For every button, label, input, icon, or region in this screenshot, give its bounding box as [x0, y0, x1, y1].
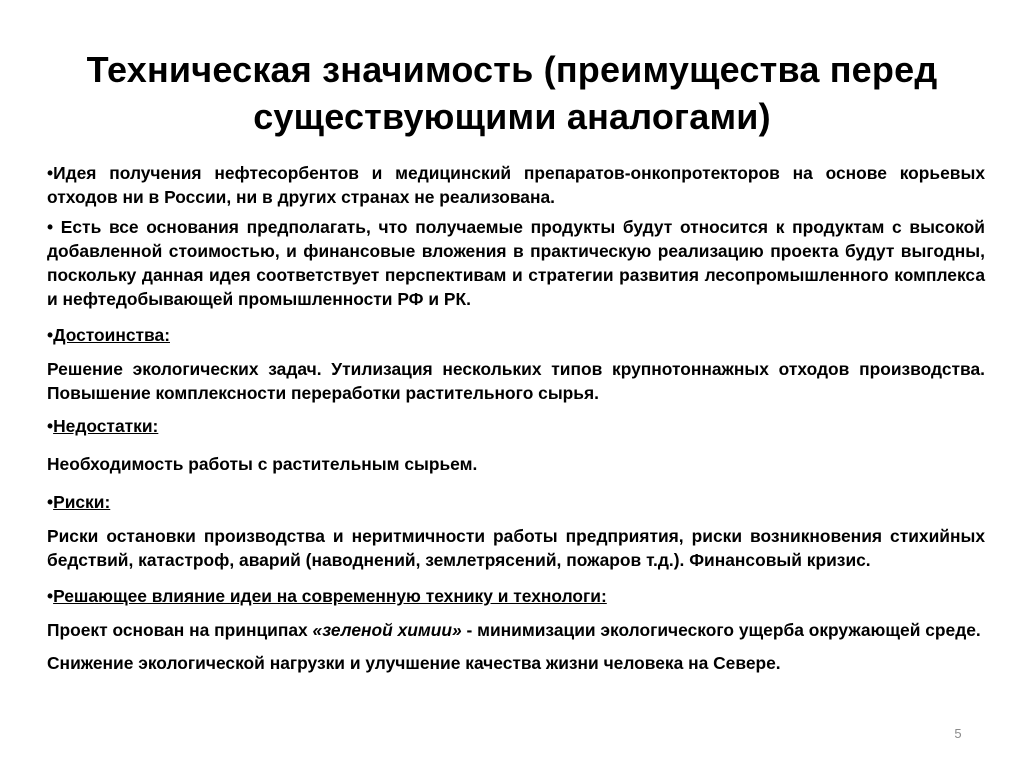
bullet-marker: •: [47, 586, 54, 606]
slide-body: [47, 161, 985, 675]
bullet-marker: •: [47, 217, 54, 237]
advantages-text: Решение экологических задач. Утилизация нескольких типов крупнотоннажных отходов производства. Повышение комплексности переработки растительного сырья.: [47, 359, 985, 403]
bullet-text: Есть все основания предполагать, что получаемые продукты будут относится к продуктам с высокой добавленной стоимостью, и финансовые вложения в практическую реализацию проекта будут выгодны, поскольку данная идея соответствует перспективам и стратегии развития лесопромышленного комплекса и нефтедобывающей промышленности РФ и РК.: [47, 217, 985, 309]
drawbacks-text: Необходимость работы с растительным сырьем.: [47, 454, 478, 474]
bullet-item-justification: [47, 215, 985, 311]
risks-heading: [47, 490, 985, 514]
advantages-heading: [47, 323, 985, 347]
bullet-marker: •: [47, 416, 54, 436]
risks-text: Риски остановки производства и неритмичности работы предприятия, риски возникновения стихийных бедствий, катастроф, аварий (наводнений, землетрясений, пожаров т.д.). Финансовый кризис.: [47, 526, 985, 570]
bullet-item-idea: [47, 161, 985, 209]
impact-heading: [47, 584, 985, 608]
slide-title-line-2: существующими аналогами): [253, 96, 771, 137]
impact-text-2: Снижение экологической нагрузки и улучшение качества жизни человека на Севере.: [47, 653, 781, 673]
advantages-heading-text: Достоинства:: [53, 325, 170, 345]
bullet-marker: •: [47, 492, 54, 512]
green-chemistry-phrase: «зеленой химии»: [312, 620, 462, 640]
drawbacks-heading: [47, 414, 985, 438]
impact-text: [47, 618, 985, 642]
slide-title-line-1: Техническая значимость (преимущества перед: [86, 49, 938, 90]
bullet-marker: •: [47, 163, 54, 183]
bullet-marker: •: [47, 325, 54, 345]
risks-heading-text: Риски:: [53, 492, 111, 512]
drawbacks-heading-text: Недостатки:: [53, 416, 159, 436]
bullet-text: Идея получения нефтесорбентов и медицинский препаратов-онкопротекторов на основе корьевых отходов ни в России, ни в других странах не реализована.: [47, 163, 985, 207]
impact-text-start: Проект основан на принципах: [47, 620, 313, 640]
impact-heading-text: Решающее влияние идеи на современную технику и технологи:: [53, 586, 607, 606]
impact-text-end: - минимизации экологического ущерба окружающей среде.: [461, 620, 981, 640]
slide-title: [30, 46, 994, 140]
page-number: 5: [954, 726, 962, 741]
